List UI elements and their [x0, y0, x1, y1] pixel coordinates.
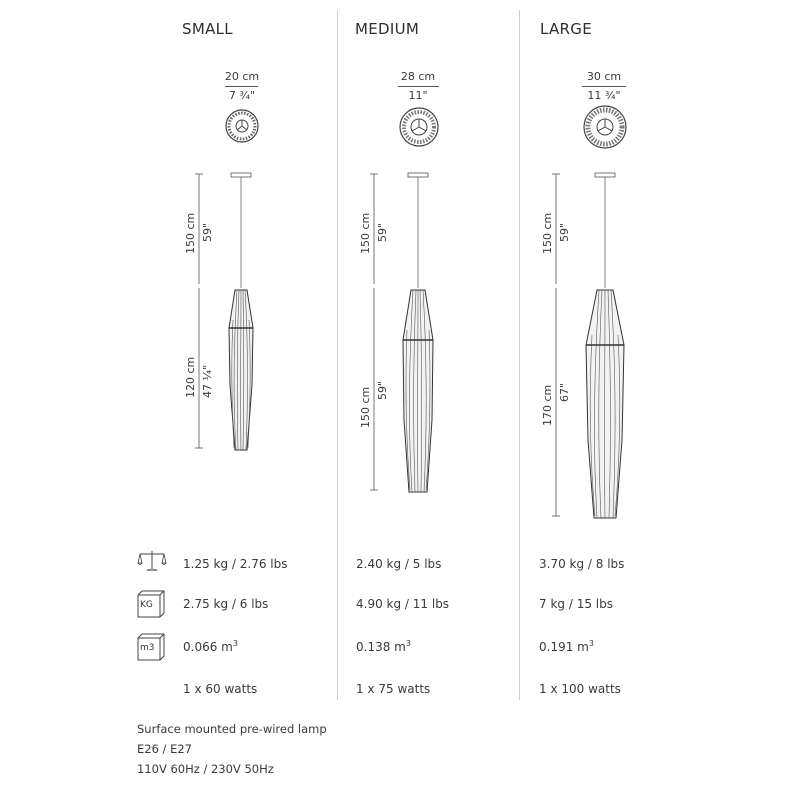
- diameter-cm-small: 20 cm: [224, 70, 260, 83]
- kg-box-icon: [137, 590, 163, 616]
- net-weight-medium: 2.40 kg / 5 lbs: [356, 557, 442, 571]
- kg-label: KG: [140, 600, 153, 610]
- footer-voltage: 110V 60Hz / 230V 50Hz: [137, 762, 274, 776]
- diameter-in-medium: 11": [408, 89, 428, 102]
- column-divider: [519, 10, 520, 700]
- lamp-top-view-medium: [398, 106, 440, 148]
- volume-large: 0.191 $m^3$: [539, 639, 594, 654]
- scale-icon: [137, 549, 167, 573]
- shade-in-small: 47 ¼": [201, 364, 214, 398]
- net-weight-small: 1.25 kg / 2.76 lbs: [183, 557, 288, 571]
- shade-in-large: 67": [558, 382, 571, 402]
- volume-medium: 0.138 $m^3$: [356, 639, 411, 654]
- column-divider: [337, 10, 338, 700]
- diameter-in-large: 11 ¾": [587, 89, 621, 102]
- drop-cm-medium: 150 cm: [359, 212, 372, 254]
- column-title-medium: MEDIUM: [355, 20, 420, 38]
- drop-cm-small: 150 cm: [184, 212, 197, 254]
- footer-socket: E26 / E27: [137, 742, 192, 756]
- footer-mounting: Surface mounted pre-wired lamp: [137, 722, 327, 736]
- power-small: 1 x 60 watts: [183, 682, 258, 696]
- drop-in-medium: 59": [376, 222, 389, 242]
- diameter-cm-medium: 28 cm: [400, 70, 436, 83]
- dimension-line: [225, 86, 258, 87]
- power-large: 1 x 100 watts: [539, 682, 621, 696]
- m3-label: m3: [140, 643, 155, 653]
- net-weight-large: 3.70 kg / 8 lbs: [539, 557, 625, 571]
- diameter-in-small: 7 ¾": [228, 89, 256, 102]
- lamp-top-view-small: [224, 108, 260, 144]
- drop-in-small: 59": [201, 222, 214, 242]
- shade-in-medium: 59": [376, 380, 389, 400]
- shade-cm-medium: 150 cm: [359, 386, 372, 428]
- gross-weight-medium: 4.90 kg / 11 lbs: [356, 597, 450, 611]
- shade-cm-large: 170 cm: [541, 384, 554, 426]
- volume-small: 0.066 $m^3$: [183, 639, 238, 654]
- lamp-top-view-large: [582, 104, 628, 150]
- column-title-large: LARGE: [540, 20, 592, 38]
- power-medium: 1 x 75 watts: [356, 682, 431, 696]
- lamp-elevation-large: [537, 170, 657, 525]
- dimension-line: [398, 86, 439, 87]
- shade-cm-small: 120 cm: [184, 356, 197, 398]
- gross-weight-small: 2.75 kg / 6 lbs: [183, 597, 269, 611]
- dimension-line: [582, 86, 626, 87]
- column-title-small: SMALL: [182, 20, 233, 38]
- drop-in-large: 59": [558, 222, 571, 242]
- m3-box-icon: [137, 633, 163, 659]
- diameter-cm-large: 30 cm: [586, 70, 622, 83]
- drop-cm-large: 150 cm: [541, 212, 554, 254]
- gross-weight-large: 7 kg / 15 lbs: [539, 597, 613, 611]
